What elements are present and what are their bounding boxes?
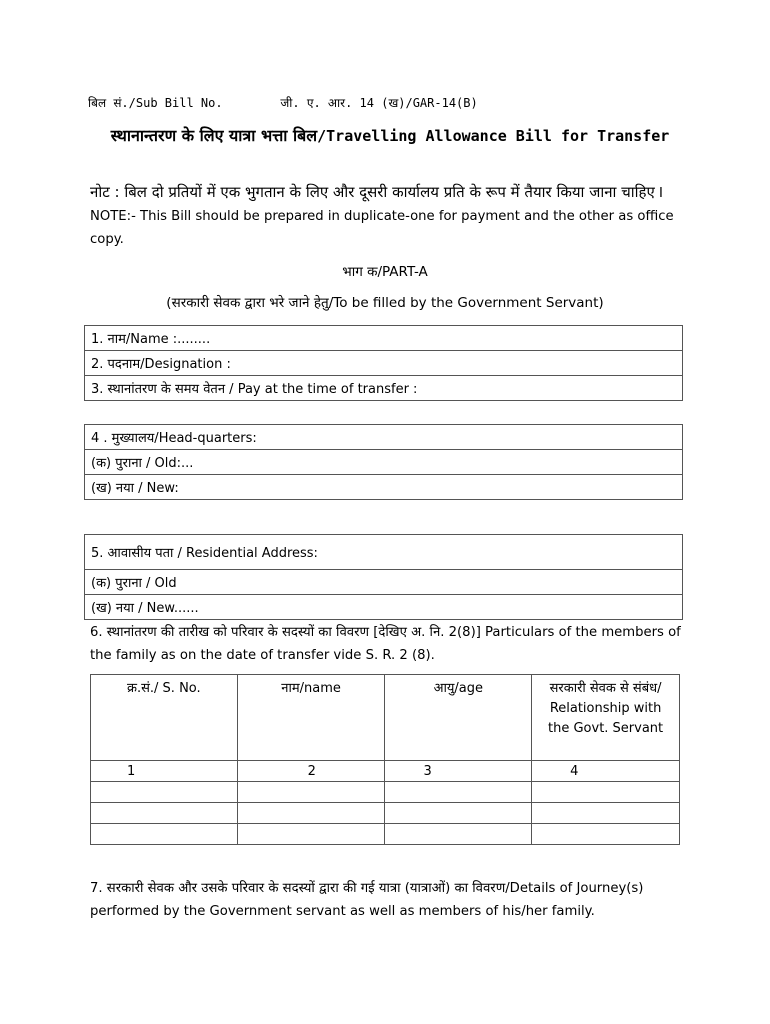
col-name: नाम/name [237, 675, 385, 761]
table-cell[interactable] [385, 803, 532, 824]
family-table-header-row [91, 675, 680, 761]
table-cell[interactable] [237, 824, 385, 845]
table-cell[interactable] [532, 803, 680, 824]
name-field[interactable]: 1. नाम/Name :........ [85, 326, 683, 351]
sub-bill-number-label: बिल सं./Sub Bill No. [88, 96, 223, 110]
bill-reference-line [88, 94, 478, 111]
headquarters-label: 4 . मुख्यालय/Head-quarters: [85, 425, 683, 450]
table-cell[interactable] [91, 782, 238, 803]
residential-address-table [84, 534, 683, 620]
title-hindi: स्थानान्तरण के लिए यात्रा भत्ता बिल [110, 126, 318, 145]
table-cell[interactable] [91, 803, 238, 824]
document-title [90, 124, 690, 148]
family-members-table [90, 674, 680, 845]
address-old-field[interactable]: (क) पुराना / Old [85, 570, 683, 595]
table-row [91, 782, 680, 803]
table-row [91, 824, 680, 845]
col-age: आयु/age [385, 675, 532, 761]
note-english: I NOTE:- This Bill should be prepared in duplicate-one for payment and the other as office copy. [90, 186, 674, 247]
instruction-note [90, 181, 685, 251]
residential-address-label: 5. आवासीय पता / Residential Address: [85, 535, 683, 570]
personal-details-table [84, 325, 683, 401]
column-number-row [91, 761, 680, 782]
title-english: /Travelling Allowance Bill for Transfer [317, 127, 670, 145]
address-new-field[interactable]: (ख) नया / New...... [85, 595, 683, 620]
family-particulars-text: 6. स्थानांतरण की तारीख को परिवार के सदस्यों का विवरण [देखिए अ. नि. 2(8)] Particulars of the members of the family as on the date of transfer vide S. R. 2 (8). [90, 625, 681, 663]
table-cell[interactable] [91, 824, 238, 845]
col-serial-number: क्र.सं./ S. No. [91, 675, 238, 761]
headquarters-old-field[interactable]: (क) पुराना / Old:... [85, 450, 683, 475]
table-cell[interactable] [237, 803, 385, 824]
part-a-subheading: (सरकारी सेवक द्वारा भरे जाने हेतु/To be filled by the Government Servant) [166, 295, 604, 311]
col-number-2: 2 [237, 761, 385, 782]
journey-details-text: 7. सरकारी सेवक और उसके परिवार के सदस्यों द्वारा की गई यात्रा (यात्राओं) का विवरण/Details of Journey(s) performed by the Government servant as well as members of his/her family. [90, 881, 644, 919]
part-a-heading: भाग क/PART-A [342, 264, 428, 280]
designation-field[interactable]: 2. पदनाम/Designation : [85, 351, 683, 376]
table-row [91, 803, 680, 824]
note-hindi: नोट : बिल दो प्रतियों में एक भुगतान के लिए और दूसरी कार्यालय प्रति के रूप में तैयार किया जाना चाहिए [90, 183, 655, 201]
col-number-3: 3 [385, 761, 532, 782]
col-number-1: 1 [91, 761, 238, 782]
table-cell[interactable] [532, 782, 680, 803]
table-cell[interactable] [237, 782, 385, 803]
gar-form-code: जी. ए. आर. 14 (ख)/GAR-14(B) [280, 96, 478, 110]
table-cell[interactable] [532, 824, 680, 845]
table-cell[interactable] [385, 824, 532, 845]
pay-at-transfer-field[interactable]: 3. स्थानांतरण के समय वेतन / Pay at the time of transfer : [85, 376, 683, 401]
headquarters-table [84, 424, 683, 500]
col-relationship: सरकारी सेवक से संबंध/ Relationship with the Govt. Servant [532, 675, 680, 761]
col-number-4: 4 [532, 761, 680, 782]
table-cell[interactable] [385, 782, 532, 803]
headquarters-new-field[interactable]: (ख) नया / New: [85, 475, 683, 500]
